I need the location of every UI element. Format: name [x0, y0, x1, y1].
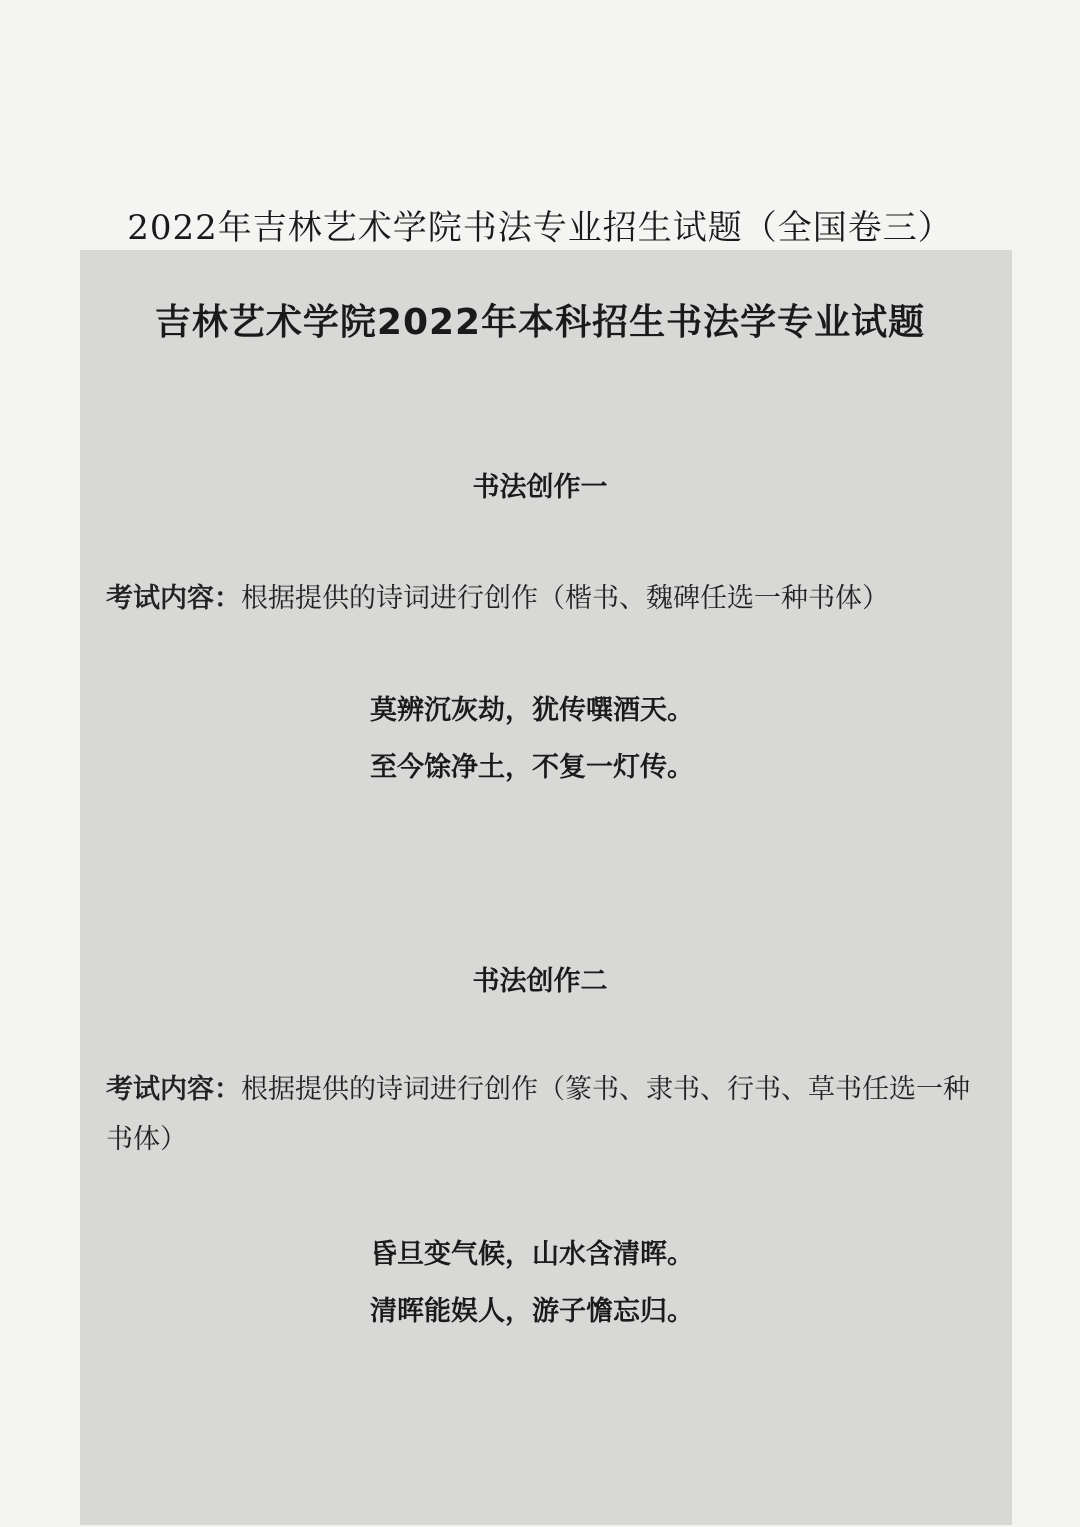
exam-content-text: 根据提供的诗词进行创作（篆书、隶书、行书、草书任选一种书体）: [106, 1074, 970, 1155]
exam-content-2: [106, 1065, 986, 1165]
page-title: 2022年吉林艺术学院书法专业招生试题（全国卷三）: [127, 208, 953, 248]
exam-content-1: [106, 574, 986, 624]
section-heading-1: 书法创作一: [472, 472, 608, 503]
poem-2: [370, 1226, 970, 1340]
exam-content-text: 根据提供的诗词进行创作（楷书、魏碑任选一种书体）: [241, 583, 889, 614]
poem-line: 莫辨沉灰劫，犹传噀酒天。: [370, 695, 694, 726]
poem-line: 清晖能娱人，游子憺忘归。: [370, 1296, 694, 1327]
exam-content-label: 考试内容：: [106, 583, 241, 614]
panel-heading: 吉林艺术学院2022年本科招生书法学专业试题: [154, 302, 926, 343]
poem-line: 昏旦变气候，山水含清晖。: [370, 1239, 694, 1270]
exam-content-label: 考试内容：: [106, 1074, 241, 1105]
poem-line: 至今馀净土，不复一灯传。: [370, 752, 694, 783]
poem-1: [370, 682, 970, 796]
section-heading-2: 书法创作二: [472, 966, 608, 997]
